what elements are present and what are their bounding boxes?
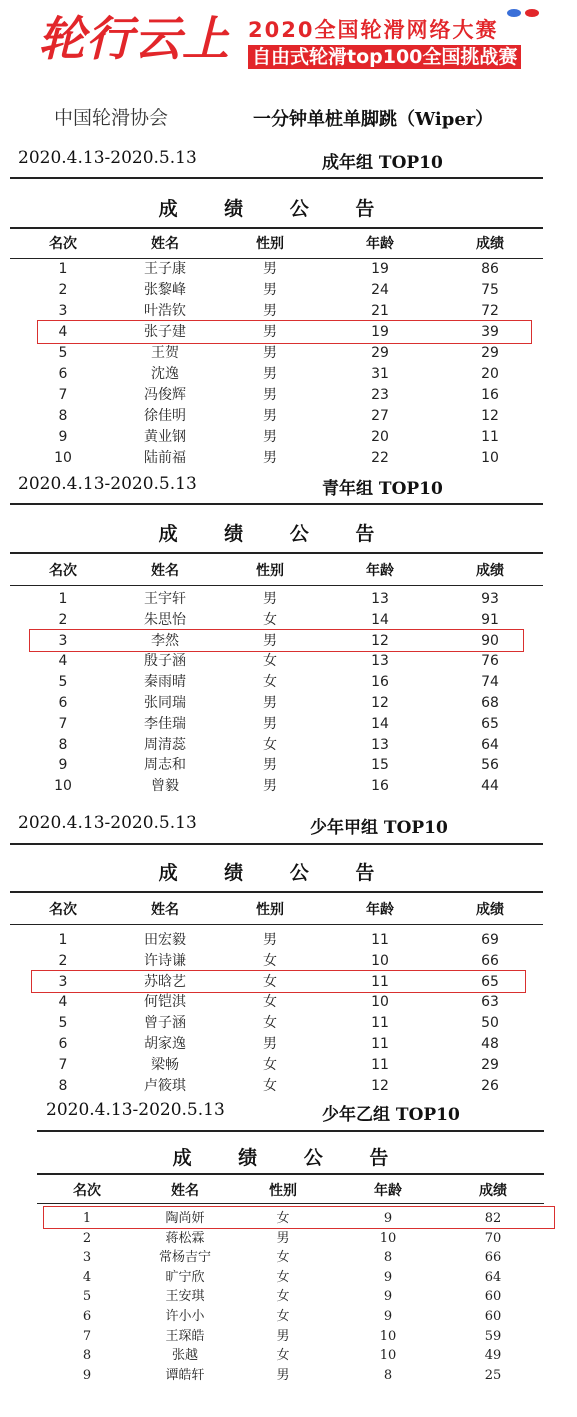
table-row [0, 776, 577, 797]
column-header: 姓名 [151, 236, 179, 252]
column-header: 名次 [73, 1183, 101, 1199]
rank-cell: 3 [58, 632, 68, 649]
gender-cell: 男 [263, 429, 277, 445]
date-range: 2020.4.13-2020.5.13 [18, 813, 197, 833]
table-row [0, 301, 577, 322]
rank-cell: 5 [58, 1015, 68, 1032]
age-cell: 10 [371, 952, 389, 969]
name-cell: 叶浩钦 [144, 303, 186, 319]
column-header: 成绩 [476, 902, 504, 918]
name-cell: 陆前福 [144, 450, 186, 466]
name-cell: 常杨吉宁 [158, 1250, 211, 1266]
gender-cell: 男 [263, 695, 277, 711]
divider [10, 585, 543, 586]
table-row [0, 755, 577, 776]
table-row [0, 1013, 577, 1034]
divider [10, 503, 543, 505]
gender-cell: 女 [263, 653, 277, 670]
age-cell: 20 [371, 429, 389, 445]
table-row [0, 1247, 577, 1268]
gender-cell: 男 [263, 757, 277, 774]
age-cell: 8 [383, 1250, 393, 1266]
score-cell: 86 [481, 261, 499, 277]
divider [37, 1130, 544, 1132]
score-cell: 82 [484, 1211, 502, 1226]
column-header: 姓名 [151, 902, 179, 918]
gender-cell: 女 [276, 1269, 290, 1285]
score-cell: 49 [484, 1348, 502, 1364]
gender-cell: 女 [263, 1077, 277, 1094]
name-cell: 谭皓轩 [165, 1367, 205, 1383]
column-header: 成绩 [479, 1183, 507, 1199]
table-row [0, 1306, 577, 1327]
name-cell: 张黎峰 [144, 282, 186, 298]
table-row [0, 693, 577, 714]
rank-cell: 2 [82, 1230, 92, 1246]
rank-cell: 7 [58, 715, 68, 732]
table-row [0, 322, 577, 343]
table-row [0, 364, 577, 385]
column-header: 成绩 [476, 563, 504, 579]
table-row [0, 406, 577, 427]
rank-cell: 6 [58, 695, 68, 711]
column-header: 年龄 [366, 902, 394, 918]
gender-cell: 女 [263, 674, 277, 691]
age-cell: 12 [371, 1077, 389, 1094]
age-cell: 10 [371, 994, 389, 1011]
name-cell: 周清蕊 [144, 736, 186, 753]
name-cell: 沈逸 [151, 366, 179, 382]
table-row [0, 1208, 577, 1229]
rank-cell: 10 [54, 778, 72, 795]
section-title: 成 绩 公 告 [172, 1147, 409, 1169]
age-cell: 11 [371, 1056, 389, 1073]
score-cell: 48 [481, 1036, 499, 1052]
score-cell: 10 [481, 450, 499, 466]
rank-cell: 2 [58, 611, 68, 628]
score-cell: 65 [481, 715, 499, 732]
rank-cell: 6 [58, 1036, 68, 1052]
rank-cell: 9 [58, 429, 68, 445]
divider [10, 891, 543, 893]
name-cell: 旷宁欣 [165, 1269, 205, 1285]
score-cell: 93 [481, 591, 499, 607]
event-banner-line2: 自由式轮滑top100全国挑战赛 [248, 45, 521, 69]
table-row [0, 930, 577, 951]
column-header: 姓名 [151, 563, 179, 579]
divider [10, 924, 543, 925]
age-cell: 12 [371, 632, 389, 649]
name-cell: 蒋松霖 [165, 1230, 205, 1246]
age-cell: 24 [371, 282, 389, 298]
age-cell: 9 [383, 1309, 393, 1324]
section-title: 成 绩 公 告 [158, 862, 395, 884]
table-row [0, 1076, 577, 1097]
table-row [0, 589, 577, 610]
score-cell: 60 [484, 1309, 502, 1324]
age-cell: 10 [379, 1348, 397, 1364]
rank-cell: 9 [58, 757, 68, 774]
divider [10, 227, 543, 229]
score-cell: 74 [481, 674, 499, 691]
gender-cell: 男 [263, 450, 277, 466]
table-header-row [0, 561, 577, 582]
age-cell: 29 [371, 345, 389, 361]
score-cell: 39 [481, 324, 499, 340]
name-cell: 徐佳明 [144, 408, 186, 424]
gender-cell: 男 [263, 366, 277, 382]
table-header-row [0, 1181, 577, 1202]
table-row [0, 714, 577, 735]
age-cell: 8 [383, 1367, 393, 1383]
globe-icon [507, 9, 521, 17]
name-cell: 王安琪 [165, 1289, 205, 1305]
name-cell: 王贺 [151, 345, 179, 361]
section-title: 成 绩 公 告 [158, 198, 395, 220]
rank-cell: 2 [58, 282, 68, 298]
divider [10, 552, 543, 554]
rank-cell: 6 [82, 1309, 92, 1324]
age-cell: 11 [371, 973, 389, 990]
gender-cell: 男 [263, 387, 277, 403]
table-row [0, 1034, 577, 1055]
table-row [0, 259, 577, 280]
gender-cell: 女 [263, 952, 277, 969]
table-row [0, 1055, 577, 1076]
column-header: 成绩 [476, 236, 504, 252]
group-label: 少年甲组 TOP10 [310, 818, 448, 838]
column-header: 性别 [256, 236, 284, 252]
gender-cell: 男 [263, 408, 277, 424]
rank-cell: 9 [82, 1367, 92, 1383]
name-cell: 何铠淇 [144, 994, 186, 1011]
score-cell: 64 [481, 736, 499, 753]
age-cell: 10 [379, 1328, 397, 1344]
gender-cell: 女 [263, 1056, 277, 1073]
column-header: 性别 [269, 1183, 297, 1199]
rank-cell: 8 [58, 408, 68, 424]
gender-cell: 男 [276, 1367, 290, 1383]
column-header: 性别 [256, 563, 284, 579]
gender-cell: 女 [276, 1289, 290, 1305]
score-cell: 65 [481, 973, 499, 990]
age-cell: 16 [371, 674, 389, 691]
score-cell: 72 [481, 303, 499, 319]
score-cell: 64 [484, 1269, 502, 1285]
gender-cell: 男 [263, 324, 277, 340]
age-cell: 27 [371, 408, 389, 424]
age-cell: 11 [371, 1015, 389, 1032]
gender-cell: 女 [276, 1211, 290, 1226]
name-cell: 李佳瑞 [144, 715, 186, 732]
age-cell: 9 [383, 1269, 393, 1285]
age-cell: 10 [379, 1230, 397, 1246]
rank-cell: 4 [82, 1269, 92, 1285]
gender-cell: 男 [263, 261, 277, 277]
rank-cell: 8 [58, 736, 68, 753]
column-header: 名次 [49, 902, 77, 918]
gender-cell: 男 [263, 303, 277, 319]
age-cell: 14 [371, 715, 389, 732]
table-row [0, 631, 577, 652]
gender-cell: 男 [276, 1230, 290, 1246]
score-cell: 66 [484, 1250, 502, 1266]
column-header: 年龄 [374, 1183, 402, 1199]
score-cell: 90 [481, 632, 499, 649]
table-row [0, 651, 577, 672]
gender-cell: 女 [263, 736, 277, 753]
rank-cell: 10 [54, 450, 72, 466]
age-cell: 19 [371, 261, 389, 277]
score-cell: 75 [481, 282, 499, 298]
age-cell: 11 [371, 932, 389, 948]
rank-cell: 7 [82, 1328, 92, 1344]
table-row [0, 427, 577, 448]
table-row [0, 672, 577, 693]
name-cell: 梁畅 [151, 1056, 179, 1073]
table-header-row [0, 900, 577, 921]
name-cell: 周志和 [144, 757, 186, 774]
group-label: 少年乙组 TOP10 [322, 1105, 460, 1125]
name-cell: 许小小 [165, 1309, 205, 1324]
gender-cell: 男 [276, 1328, 290, 1344]
score-cell: 66 [481, 952, 499, 969]
rank-cell: 5 [58, 345, 68, 361]
table-row [0, 280, 577, 301]
divider [10, 177, 543, 179]
score-cell: 69 [481, 932, 499, 948]
gender-cell: 男 [263, 591, 277, 607]
score-cell: 16 [481, 387, 499, 403]
age-cell: 11 [371, 1036, 389, 1052]
table-row [0, 972, 577, 993]
rank-cell: 8 [58, 1077, 68, 1094]
gender-cell: 男 [263, 282, 277, 298]
name-cell: 曾子涵 [144, 1015, 186, 1032]
gender-cell: 男 [263, 932, 277, 948]
name-cell: 田宏毅 [144, 932, 186, 948]
name-cell: 黄业钢 [144, 429, 186, 445]
age-cell: 14 [371, 611, 389, 628]
score-cell: 26 [481, 1077, 499, 1094]
age-cell: 9 [383, 1211, 393, 1226]
gender-cell: 男 [263, 632, 277, 649]
rank-cell: 4 [58, 324, 68, 340]
table-header-row [0, 234, 577, 255]
gender-cell: 女 [276, 1348, 290, 1364]
gender-cell: 男 [263, 1036, 277, 1052]
age-cell: 15 [371, 757, 389, 774]
table-row [0, 992, 577, 1013]
gender-cell: 女 [263, 611, 277, 628]
rank-cell: 6 [58, 366, 68, 382]
name-cell: 苏晗艺 [144, 973, 186, 990]
gender-cell: 男 [263, 345, 277, 361]
age-cell: 16 [371, 778, 389, 795]
age-cell: 9 [383, 1289, 393, 1305]
name-cell: 王宇轩 [144, 591, 186, 607]
table-row [0, 735, 577, 756]
rank-cell: 5 [58, 674, 68, 691]
name-cell: 朱思怡 [144, 611, 186, 628]
sponsor-badge-icons [507, 2, 569, 14]
name-cell: 张同瑞 [144, 695, 186, 711]
gender-cell: 男 [263, 715, 277, 732]
gender-cell: 女 [263, 994, 277, 1011]
rank-cell: 4 [58, 653, 68, 670]
name-cell: 陶尚妍 [165, 1211, 205, 1226]
age-cell: 13 [371, 591, 389, 607]
age-cell: 31 [371, 366, 389, 382]
table-row [0, 1228, 577, 1249]
table-row [0, 385, 577, 406]
event-banner-line1: 2020全国轮滑网络大赛 [248, 18, 499, 42]
date-range: 2020.4.13-2020.5.13 [18, 474, 197, 494]
score-cell: 12 [481, 408, 499, 424]
rank-cell: 1 [82, 1211, 92, 1226]
name-cell: 曾毅 [151, 778, 179, 795]
score-cell: 63 [481, 994, 499, 1011]
group-label: 青年组 TOP10 [322, 479, 443, 499]
gender-cell: 女 [263, 1015, 277, 1032]
name-cell: 殷子涵 [144, 653, 186, 670]
age-cell: 23 [371, 387, 389, 403]
age-cell: 22 [371, 450, 389, 466]
name-cell: 张越 [171, 1348, 198, 1364]
divider [37, 1173, 544, 1175]
name-cell: 冯俊辉 [144, 387, 186, 403]
date-range: 2020.4.13-2020.5.13 [46, 1100, 225, 1120]
column-header: 年龄 [366, 236, 394, 252]
table-row [0, 448, 577, 469]
table-row [0, 1365, 577, 1386]
divider [10, 843, 543, 845]
column-header: 名次 [49, 236, 77, 252]
rank-cell: 1 [58, 591, 68, 607]
date-range: 2020.4.13-2020.5.13 [18, 148, 197, 168]
rank-cell: 2 [58, 952, 68, 969]
score-cell: 76 [481, 653, 499, 670]
table-row [0, 1267, 577, 1288]
age-cell: 21 [371, 303, 389, 319]
table-row [0, 1326, 577, 1347]
skate-icon [525, 9, 539, 17]
table-row [0, 1286, 577, 1307]
divider [37, 1203, 544, 1204]
score-cell: 70 [484, 1230, 502, 1246]
rank-cell: 3 [58, 973, 68, 990]
name-cell: 卢筱琪 [144, 1077, 186, 1094]
score-cell: 25 [484, 1367, 502, 1383]
group-label: 成年组 TOP10 [322, 153, 443, 173]
table-row [0, 343, 577, 364]
score-cell: 44 [481, 778, 499, 795]
event-logo-text: 轮行云上 [38, 12, 230, 67]
gender-cell: 女 [263, 973, 277, 990]
gender-cell: 女 [276, 1309, 290, 1324]
score-cell: 60 [484, 1289, 502, 1305]
age-cell: 13 [371, 736, 389, 753]
name-cell: 秦雨晴 [144, 674, 186, 691]
rank-cell: 7 [58, 387, 68, 403]
age-cell: 13 [371, 653, 389, 670]
section-title: 成 绩 公 告 [158, 523, 395, 545]
score-cell: 59 [484, 1328, 502, 1344]
score-cell: 20 [481, 366, 499, 382]
score-cell: 50 [481, 1015, 499, 1032]
rank-cell: 5 [82, 1289, 92, 1305]
column-header: 年龄 [366, 563, 394, 579]
column-header: 姓名 [171, 1183, 199, 1199]
column-header: 性别 [256, 902, 284, 918]
column-header: 名次 [49, 563, 77, 579]
score-cell: 11 [481, 429, 499, 445]
age-cell: 12 [371, 695, 389, 711]
organization-name: 中国轮滑协会 [54, 107, 169, 129]
score-cell: 91 [481, 611, 499, 628]
score-cell: 29 [481, 345, 499, 361]
name-cell: 胡家逸 [144, 1036, 186, 1052]
gender-cell: 女 [276, 1250, 290, 1266]
name-cell: 李然 [151, 632, 179, 649]
name-cell: 王琛皓 [165, 1328, 205, 1344]
rank-cell: 4 [58, 994, 68, 1011]
rank-cell: 3 [58, 303, 68, 319]
event-title: 一分钟单桩单脚跳（Wiper） [253, 109, 494, 130]
age-cell: 19 [371, 324, 389, 340]
score-cell: 68 [481, 695, 499, 711]
name-cell: 王子康 [144, 261, 186, 277]
rank-cell: 1 [58, 932, 68, 948]
name-cell: 许诗谦 [144, 952, 186, 969]
rank-cell: 1 [58, 261, 68, 277]
score-cell: 29 [481, 1056, 499, 1073]
score-cell: 56 [481, 757, 499, 774]
rank-cell: 8 [82, 1348, 92, 1364]
gender-cell: 男 [263, 778, 277, 795]
rank-cell: 7 [58, 1056, 68, 1073]
rank-cell: 3 [82, 1250, 92, 1266]
table-row [0, 1345, 577, 1366]
name-cell: 张子建 [144, 324, 186, 340]
